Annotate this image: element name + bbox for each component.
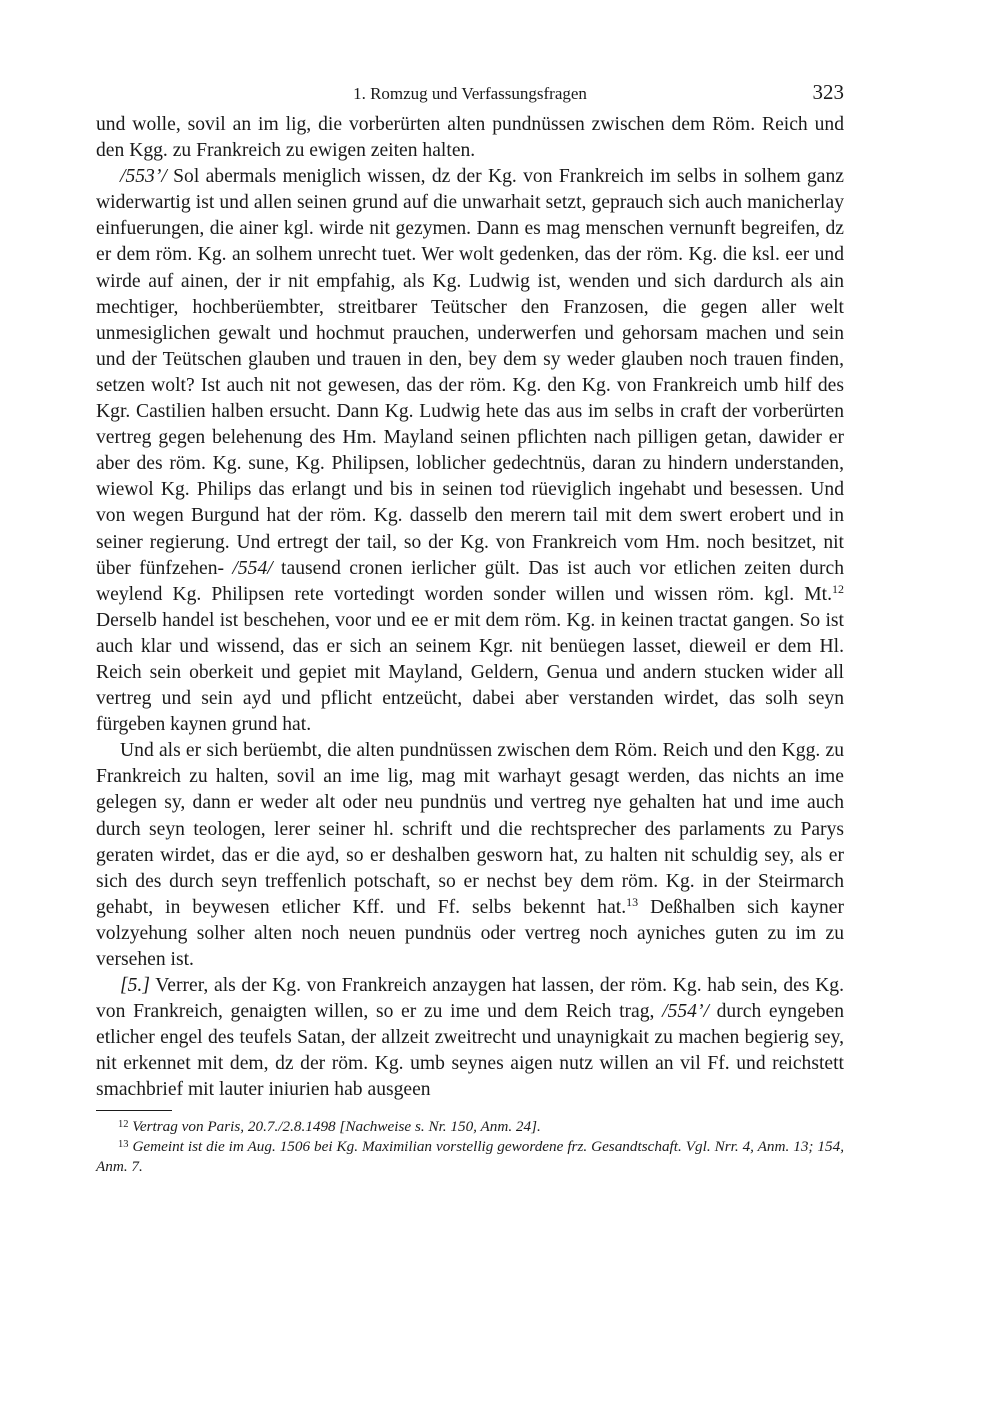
- footnotes: [96, 1117, 844, 1177]
- folio-marker-554: /554/: [232, 557, 273, 579]
- paragraph-4-text-b: durch eyngeben etlicher engel des teufels Satan, der allzeit zweitrecht und unaynigkait zu machen begierig sey, nit erkennet mit dem, dz der röm. Kg. umb seynes aigen nutz willen an vil Ff. und reichstett smachbrief mit lauter iniurien hab ausgeen: [96, 1001, 845, 1101]
- footnote-number: 13: [118, 1138, 129, 1150]
- section-marker-5: [5.]: [120, 975, 150, 997]
- running-title: 1. Romzug und Verfassungsfragen: [353, 84, 587, 103]
- paragraph-2-text-a: Sol abermals meniglich wissen, dz der Kg. von Frankreich im selbs in solhem ganz widerwartig ist und allen seinen grund auf die unwarhait setzt, geprauch sich auch manicherlay einfuerungen, die ainer kgl. wirde nit gezymen. Dann es mag menschen vernunft begreifen, dz er dem röm. Kg. an solhem unrecht tuet. Wer wolt gedenken, das der röm. Kg. die ksl. eer und wirde auf ainen, der ir nit empfahig, als Kg. Ludwig ist, wenden und sich dardurch als ain mechtiger, hochberüembter, streitbarer Teütscher den Franzosen, die gegen aller welt unmesiglichen gewalt und hochmut prauchen, underwerfen und gehorsam machen und sein und der Teütschen glauben und trauen in den, bey dem sy weder glauben noch trauen finden, setzen wolt? Ist auch nit not gewesen, das der röm. Kg. den Kg. von Frankreich umb hilf des Kgr. Castilien halben ersucht. Dann Kg. Ludwig hete das aus im selbs in craft der vorberürten vertreg gegen belehenung des Hm. Mayland seinen pflichten nach pilligen getan, dawider er aber des röm. Kg. sune, Kg. Philipsen, loblicher gedechtnüs, daran zu hindern understanden, wiewol Kg. Philips das erlangt und bis in seinen tod rüeviglich ingehabt und besessen. Und von wegen Burgund hat der röm. Kg. dasselb den merern tail mit dem swert erobert und in seiner regierung. Und ertregt der tail, so der Kg. von Frankreich vom Hm. noch besitzet, nit über fünfzehen-: [96, 166, 844, 579]
- folio-marker-554v: /554’/: [662, 1001, 709, 1023]
- page-number: 323: [812, 80, 844, 104]
- paragraph-4-text-a: Verrer, als der Kg. von Frankreich anzaygen hat lassen, der röm. Kg. hab sein, des Kg. von Frankreich, genaigten willen, so er zu ime und dem Reich trag,: [96, 975, 844, 1023]
- paragraph-3: [96, 738, 844, 973]
- paragraph-4: [96, 973, 844, 1103]
- paragraph-1-text: und wolle, sovil an im lig, die vorberürten alten pundnüssen zwischen dem Röm. Reich und den Kgg. zu Frankreich zu ewigen zeiten halten.: [96, 114, 844, 162]
- paragraph-3-text-b: Deßhalben sich kayner volzyehung solher alten noch neuen pundnüs oder vertreg noch ayniches guten zu im zu versehen ist.: [96, 896, 844, 970]
- footnote-12: [96, 1117, 844, 1137]
- footnote-ref-13: 13: [626, 894, 639, 909]
- body-text: [96, 112, 844, 1104]
- footnote-text: Vertrag von Paris, 20.7./2.8.1498 [Nachweise s. Nr. 150, Anm. 24].: [132, 1117, 541, 1135]
- paragraph-2-text-b: tausend cronen ierlicher gült. Das ist auch vor etlichen zeiten durch weylend Kg. Philipsen rete vortedingt worden sonder willen und wissen röm. kgl. Mt.: [96, 557, 845, 605]
- page-header: [96, 78, 844, 112]
- folio-marker-553v: /553’/: [120, 166, 167, 188]
- footnote-ref-12: 12: [832, 581, 844, 596]
- paragraph-2: [96, 164, 844, 738]
- footnote-text: Gemeint ist die im Aug. 1506 bei Kg. Maximilian vorstellig gewordene frz. Gesandtschaft. Vgl. Nrr. 4, Anm. 13; 154, Anm. 7.: [96, 1137, 845, 1175]
- page: [96, 78, 844, 1177]
- footnote-divider: [96, 1110, 172, 1111]
- paragraph-3-text-a: Und als er sich berüembt, die alten pundnüssen zwischen dem Röm. Reich und den Kgg. zu Frankreich zu halten, sovil an ime lig, mag mit warhayt gesagt werden, das nichts an ime gelegen sy, dann er weder alt oder neu pundnüs und vertreg nye gehalten hat und ime auch durch seyn teologen, lerer seiner hl. schrift und die rechtsprecher des parlaments zu Parys geraten wirdet, das er die ayd, so er deshalben gesworn hat, zu halten nit schuldig sey, als er sich des durch seyn treffenlich potschaft, so er nechst bey dem röm. Kg. in der Steirmarch gehabt, in beywesen etlicher Kff. und Ff. selbs bekennt hat.: [96, 740, 844, 918]
- footnote-13: [96, 1137, 844, 1177]
- paragraph-2-text-c: Derselb handel ist beschehen, voor und ee er mit dem röm. Kg. in keinen tractat gangen. So ist auch klar und wissend, das er sich an seinem Kgr. nit benüegen lasset, dieweil er dem Hl. Reich sein oberkeit und gepiet mit Mayland, Geldern, Genua und andern stucken wider all vertreg und sein ayd und pflicht entzeücht, dabei aber verstanden wirdet, das solh seyn fürgeben kaynen grund hat.: [96, 609, 844, 736]
- footnote-number: 12: [118, 1118, 129, 1130]
- paragraph-1: [96, 112, 844, 164]
